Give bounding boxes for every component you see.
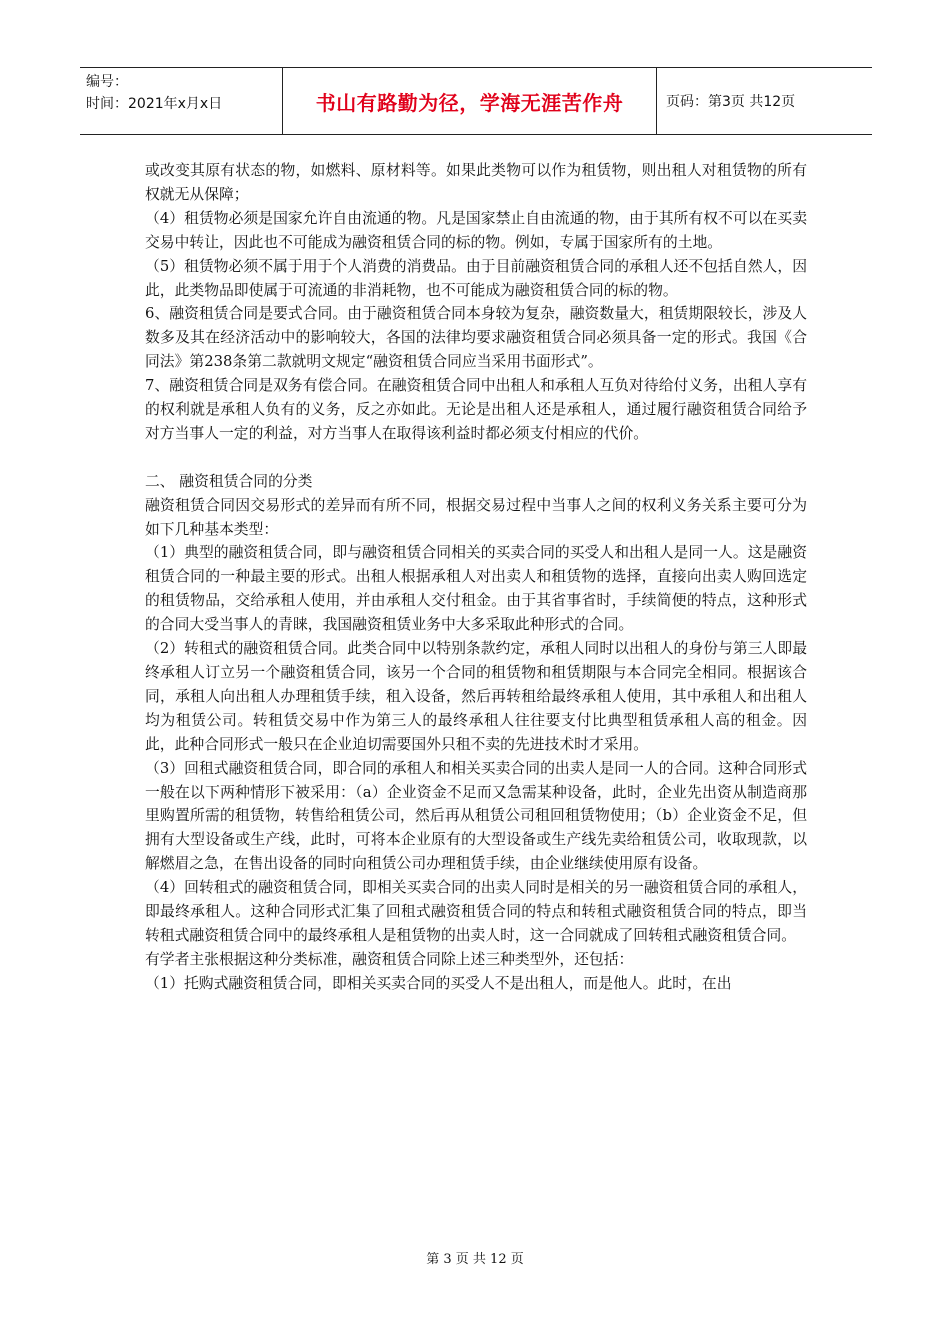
- section-heading: 二、 融资租赁合同的分类: [145, 472, 313, 490]
- paragraph: （4）回转租式的融资租赁合同，即相关买卖合同的出卖人同时是相关的另一融资租赁合同的承租人，即最终承租人。这种合同形式汇集了回租式融资租赁合同的特点和转租式融资租赁合同的特点，即当转租式融资租赁合同中的最终承租人是租赁物的出卖人时，这一合同就成了回转租式融资租赁合同。: [145, 879, 807, 944]
- paragraph: （5）租赁物必须不属于用于个人消费的消费品。由于目前融资租赁合同的承租人还不包括自然人，因此，此类物品即使属于可流通的非消耗物，也不可能成为融资租赁合同的标的物。: [145, 257, 807, 299]
- page-header: [80, 67, 872, 135]
- paragraph: 有学者主张根据这种分类标准，融资租赁合同除上述三种类型外，还包括：: [145, 950, 634, 968]
- paragraph: 6、融资租赁合同是要式合同。由于融资租赁合同本身较为复杂，融资数量大，租赁期限较长，涉及人数多及其在经济活动中的影响较大，各国的法律均要求融资租赁合同必须具备一定的形式。我国《合同法》第238条第二款就明文规定“融资租赁合同应当采用书面形式”。: [145, 305, 807, 371]
- paragraph: （2）转租式的融资租赁合同。此类合同中以特别条款约定，承租人同时以出租人的身份与第三人即最终承租人订立另一个融资租赁合同，该另一个合同的租赁物和租赁期限与本合同完全相同。根据该合同，承租人向出租人办理租赁手续，租入设备，然后再转租给最终承租人使用，其中承租人和出租人均为租赁公司。转租赁交易中作为第三人的最终承租人往往要支付比典型租赁承租人高的租金。因此，此种合同形式一般只在企业迫切需要国外只租不卖的先进技术时才采用。: [145, 640, 807, 753]
- document-body: [145, 159, 807, 996]
- header-page-info: 页码：第3页 共12页: [666, 94, 796, 110]
- header-motto: 书山有路勤为径，学海无涯苦作舟: [315, 90, 624, 115]
- header-motto-cell: [283, 68, 657, 134]
- paragraph: （1）托购式融资租赁合同，即相关买卖合同的买受人不是出租人，而是他人。此时，在出: [145, 974, 732, 992]
- paragraph: （1）典型的融资租赁合同，即与融资租赁合同相关的买卖合同的买受人和出租人是同一人。这是融资租赁合同的一种最主要的形式。出租人根据承租人对出卖人和租赁物的选择，直接向出卖人购回选定的租赁物品，交给承租人使用，并由承租人交付租金。由于其省事省时，手续简便的特点，这种形式的合同大受当事人的青睐，我国融资租赁业务中大多采取此种形式的合同。: [145, 544, 807, 634]
- paragraph: 融资租赁合同因交易形式的差异而有所不同，根据交易过程中当事人之间的权利义务关系主要可分为如下几种基本类型：: [145, 496, 807, 538]
- document-time-label: 时间：2021年x月x日: [86, 96, 223, 112]
- header-meta: [80, 68, 283, 134]
- blank-line: [145, 446, 807, 470]
- paragraph: 7、融资租赁合同是双务有偿合同。在融资租赁合同中出租人和承租人互负对待给付义务，出租人享有的权利就是承租人负有的义务，反之亦如此。无论是出租人还是承租人，通过履行融资租赁合同给予对方当事人一定的利益，对方当事人在取得该利益时都必须支付相应的代价。: [145, 377, 807, 442]
- header-page-info-cell: [657, 68, 872, 134]
- document-number-label: 编号：: [86, 74, 128, 90]
- paragraph: 或改变其原有状态的物，如燃料、原材料等。如果此类物可以作为租赁物，则出租人对租赁物的所有权就无从保障；: [145, 162, 807, 203]
- page-footer: 第 3 页 共 12 页: [426, 1252, 524, 1267]
- paragraph: （4）租赁物必须是国家允许自由流通的物。凡是国家禁止自由流通的物，由于其所有权不可以在买卖交易中转让，因此也不可能成为融资租赁合同的标的物。例如，专属于国家所有的土地。: [145, 209, 807, 251]
- paragraph: （3）回租式融资租赁合同，即合同的承租人和相关买卖合同的出卖人是同一人的合同。这种合同形式一般在以下两种情形下被采用：（a）企业资金不足而又急需某种设备，此时，企业先出资从制造商那里购置所需的租赁物，转售给租赁公司，然后再从租赁公司租回租赁物使用；（b）企业资金不足，但拥有大型设备或生产线，此时，可将本企业原有的大型设备或生产线先卖给租赁公司，收取现款，以解燃眉之急，在售出设备的同时向租赁公司办理租赁手续，由企业继续使用原有设备。: [145, 759, 807, 873]
